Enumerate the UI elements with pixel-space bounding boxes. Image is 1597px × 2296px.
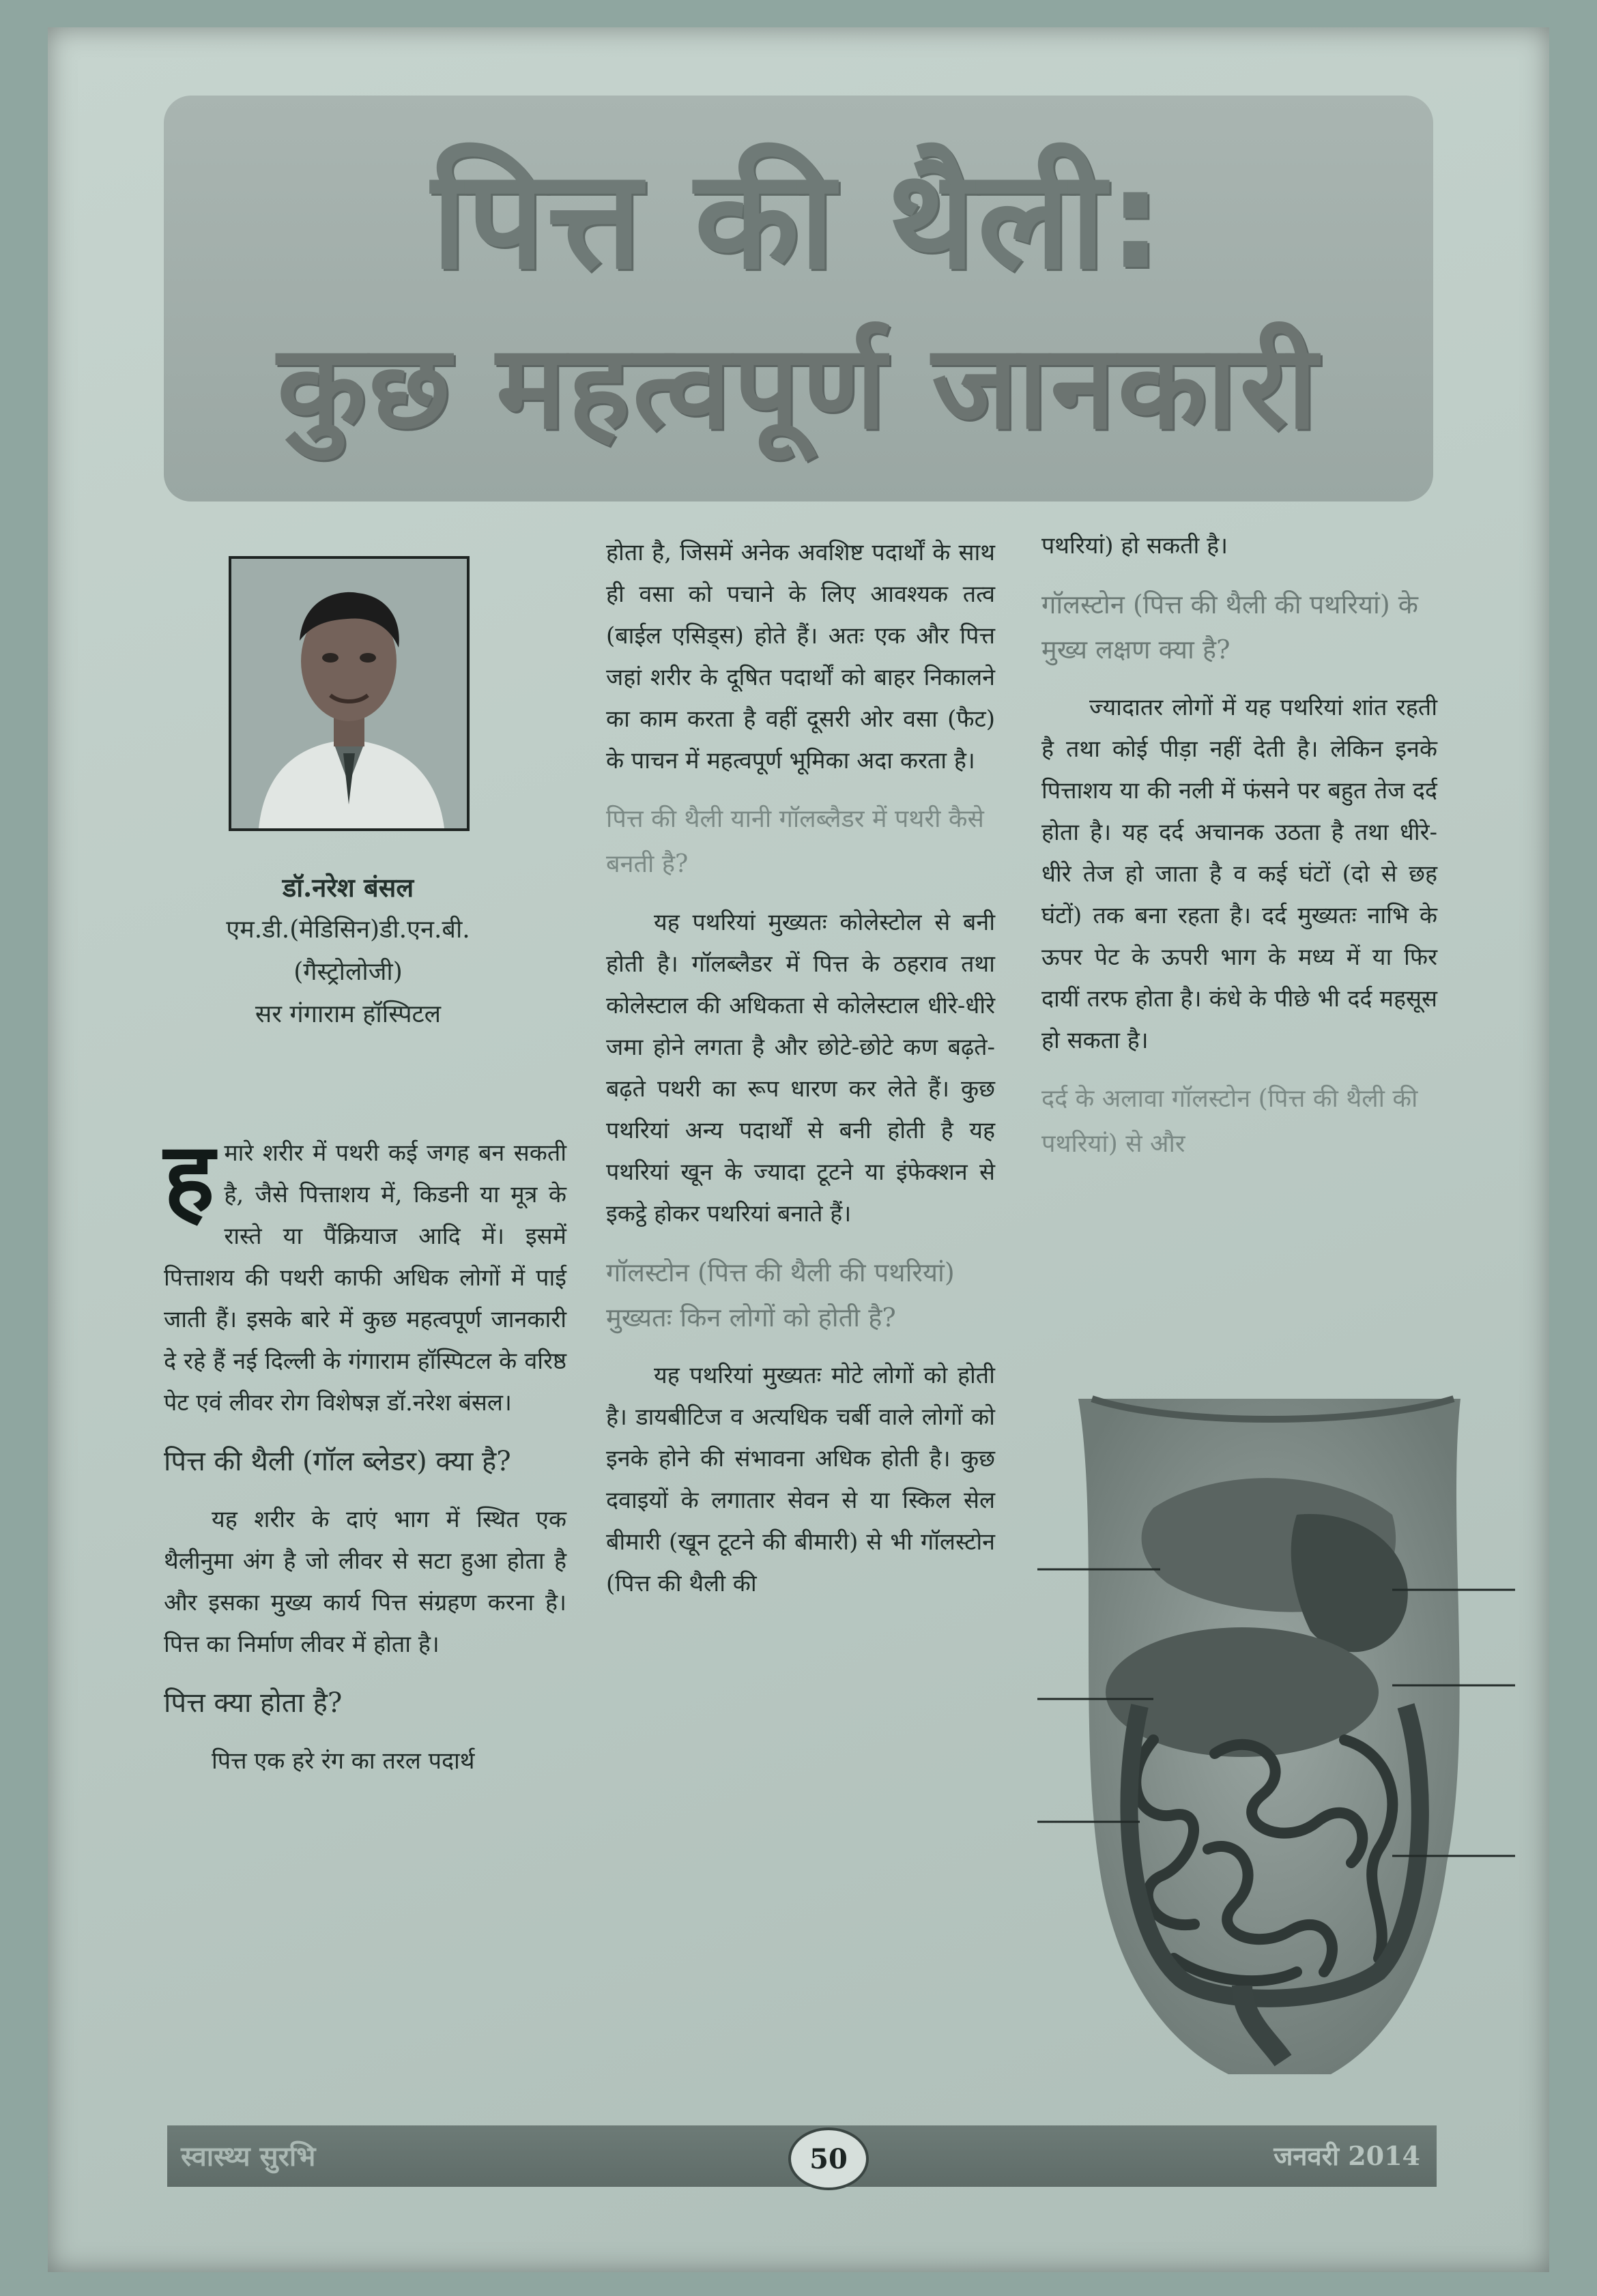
question-heading: पित्त की थैली यानी गॉलब्लैडर में पथरी कैसे बनती है?	[606, 805, 984, 878]
answer-paragraph: होता है, जिसमें अनेक अवशिष्ट पदार्थों के साथ ही वसा को पचाने के लिए आवश्यक तत्व (बाईल एसिड्स) होते हैं। अतः एक और पित्त जहां शरीर के दूषित पदार्थों को बाहर निकालने का काम करता है वहीं दूसरी ओर वसा (फैट) के पाचन में महत्वपूर्ण भूमिका अदा करता है।	[606, 539, 995, 774]
digestive-system-illustration	[1037, 1385, 1515, 2081]
article-column-1	[164, 1122, 566, 1797]
author-photo	[229, 556, 470, 831]
author-specialty: (गैस्ट्रोलोजी)	[293, 958, 403, 986]
title-line-1: पित्त की थैली:	[431, 140, 1166, 300]
answer-paragraph: यह पथरियां मुख्यतः कोलेस्टोल से बनी होती है। गॉलब्लैडर में पित्त के ठहराव तथा कोलेस्टाल की अधिकता से कोलेस्टाल धीरे-धीरे जमा होने लगता है और छोटे-छोटे कण बढ़ते-बढ़ते पथरी का रूप धारण कर लेते हैं। कुछ पथरियां अन्य पदार्थों से बनी होती है यह पथरियां खून के ज्यादा टूटने या इंफेक्शन से इकट्ठे होकर पथरियां बनाते हैं।	[606, 909, 995, 1227]
author-byline	[171, 867, 526, 1036]
answer-paragraph: यह शरीर के दाएं भाग में स्थित एक थैलीनुमा अंग है जो लीवर से सटा हुआ होता है और इसका मुख्य कार्य पित्त संग्रहण करना है। पित्त का निर्माण लीवर में होता है।	[164, 1506, 566, 1658]
article-column-3	[1041, 525, 1437, 1182]
author-hospital: सर गंगाराम हॉस्पिटल	[255, 1000, 442, 1028]
drop-cap: ह	[164, 1122, 215, 1234]
page-number: 50	[788, 2127, 869, 2190]
author-degree: एम.डी.(मेडिसिन)डी.एन.बी.	[226, 916, 470, 944]
question-heading: गॉलस्टोन (पित्त की थैली की पथरियां) मुख्यतः किन लोगों को होती है?	[606, 1258, 955, 1333]
question-heading: गॉलस्टोन (पित्त की थैली की पथरियां) के मुख्य लक्षण क्या है?	[1041, 590, 1418, 665]
author-portrait-icon	[231, 559, 467, 828]
title-line-2: कुछ महत्वपूर्ण जानकारी	[277, 319, 1320, 455]
intro-text: मारे शरीर में पथरी कई जगह बन सकती है, जैसे पित्ताशय में, किडनी या मूत्र के रास्ते या पैंक्रियाज आदि में। इसमें पित्ताशय की पथरी काफी अधिक लोगों में पाई जाती हैं। इसके बारे में कुछ महत्वपूर्ण जानकारी दे रहे हैं नई दिल्ली के गंगाराम हॉस्पिटल के वरिष्ठ पेट एवं लीवर रोग विशेषज्ञ डॉ.नरेश बंसल।	[164, 1139, 566, 1416]
article-column-2	[606, 532, 995, 1620]
issue-date: जनवरी 2014	[1274, 2140, 1420, 2171]
question-heading: पित्त की थैली (गॉल ब्लेडर) क्या है?	[164, 1446, 511, 1477]
answer-paragraph: ज्यादातर लोगों में यह पथरियां शांत रहती है तथा कोई पीड़ा नहीं देती है। लेकिन इनके पित्ताशय या की नली में फंसने पर बहुत तेज दर्द होता है। यह दर्द अचानक उठता है तथा धीरे-धीरे तेज हो जाता है व कई घंटों (दो से छह घंटों) तक बना रहता है। दर्द मुख्यतः नाभि के ऊपर पेट के ऊपरी भाग के मध्य में या फिर दायीं तरफ होता है। कंधे के पीछे भी दर्द महसूस हो सकता है।	[1041, 694, 1437, 1054]
question-heading: पित्त क्या होता है?	[164, 1687, 343, 1719]
answer-paragraph: यह पथरियां मुख्यतः मोटे लोगों को होती है। डायबीटिज व अत्यधिक चर्बी वाले लोगों को इनके होने की संभावना अधिक होती है। कुछ दवाइयों के लगातार सेवन से या स्किल सेल बीमारी (खून टूटने की बीमारी) से भी गॉलस्टोन (पित्त की थैली की	[606, 1362, 995, 1597]
author-name: डॉ.नरेश बंसल	[282, 872, 414, 903]
answer-paragraph: पथरियां) हो सकती है।	[1041, 532, 1228, 560]
title-banner	[164, 96, 1433, 502]
digestive-organs-icon	[1037, 1385, 1515, 2081]
magazine-name: स्वास्थ्य सुरभि	[181, 2140, 316, 2173]
question-heading: दर्द के अलावा गॉलस्टोन (पित्त की थैली की पथरियां) से और	[1041, 1085, 1418, 1158]
intro-paragraph	[164, 1122, 566, 1424]
answer-paragraph: पित्त एक हरे रंग का तरल पदार्थ	[212, 1747, 475, 1775]
